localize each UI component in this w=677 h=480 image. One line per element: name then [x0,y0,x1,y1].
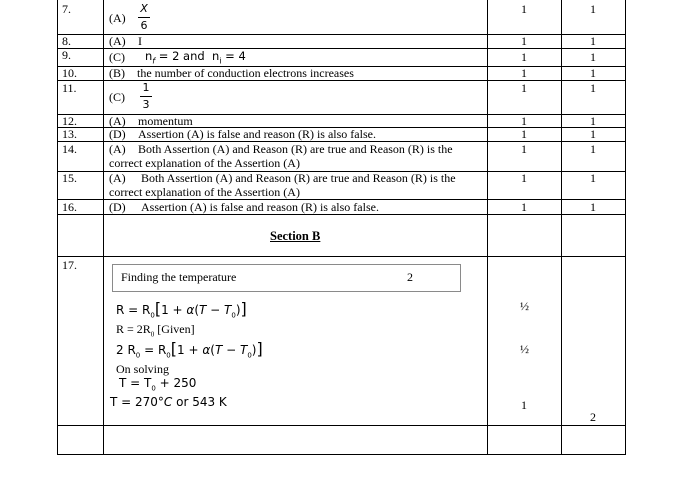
marks-cell: 1 [521,50,527,64]
fraction-denominator: 3 [142,98,150,111]
total-marks-cell: 1 [590,114,596,128]
table-divider-col3 [561,0,562,455]
question-number: 11. [62,81,77,95]
answer-text: Both Assertion (A) and Reason (R) are true and Reason (R) is the [141,171,456,185]
question-number: 16. [62,200,77,214]
marks-cell: 1 [521,171,527,185]
answer-text: $n_f = 2$ and $n_i = 4$ [145,49,246,66]
table-divider-col1 [103,0,104,455]
total-marks-cell: 1 [590,171,596,185]
answer-fraction [140,82,152,111]
total-marks-cell: 2 [590,410,596,424]
answer-option: (D) [109,127,126,141]
answer-text: the number of conduction electrons increases [137,66,354,80]
answer-text: momentum [138,114,193,128]
answer-text-continued: correct explanation of the Assertion (A) [109,156,300,170]
question-number: 15. [62,171,77,185]
table-border-left [57,0,58,455]
marks-cell: 1 [521,2,527,16]
answer-option: (A) [109,11,126,25]
answer-option: (D) [109,200,126,214]
equation-resistance: $R = R_0[1 + \alpha(T - T_0)]$ [116,299,247,320]
table-border-right [625,0,626,455]
marks-cell: 1 [521,142,527,156]
total-marks-cell: 1 [590,81,596,95]
question-number: 7. [62,2,71,16]
row-divider [57,48,626,49]
answer-text: Assertion (A) is false and reason (R) is also false. [138,127,376,141]
equation-solved: $T = T_0 + 250$ [119,376,197,393]
marks-cell: ½ [520,342,529,356]
total-marks-cell: 1 [590,34,596,48]
marks-cell: 1 [521,127,527,141]
question-number: 17. [62,258,77,272]
question-number: 9. [62,48,71,62]
total-marks-cell: 1 [590,200,596,214]
question-number: 13. [62,127,77,141]
fraction-denominator: 6 [140,19,148,32]
answer-option: (C) [109,90,125,104]
answer-text: Both Assertion (A) and Reason (R) are true and Reason (R) is the [138,142,453,156]
table-border-bottom [57,454,626,455]
section-heading: Section B [270,229,321,243]
question-number: 14. [62,142,77,156]
answer-option: (A) [109,34,126,48]
on-solving-label: On solving [116,362,170,376]
equation-given: $R = 2R_0$ [Given] [116,322,195,339]
step-heading-marks: 2 [407,270,413,284]
answer-text: I [138,34,142,48]
question-number: 8. [62,34,71,48]
answer-text-continued: correct explanation of the Assertion (A) [109,185,300,199]
marks-cell: 1 [521,81,527,95]
total-marks-cell: 1 [590,50,596,64]
marks-cell: 1 [521,398,527,412]
equation-answer: T = 270°C or 543 K [110,395,227,409]
question-number: 10. [62,66,77,80]
fraction-bar [140,96,152,97]
total-marks-cell: 1 [590,2,596,16]
equation-substituted: 2 $R_0 = R_0[1 + \alpha(T - T_0)]$ [116,339,263,360]
row-divider [57,256,626,257]
answer-option: (A) [109,114,126,128]
total-marks-cell: 1 [590,127,596,141]
fraction-numerator: X [140,2,148,15]
table-divider-col2 [487,0,488,455]
fraction-bar [138,17,150,18]
answer-option: (C) [109,50,125,64]
answer-option: (A) [109,142,126,156]
total-marks-cell: 1 [590,66,596,80]
fraction-numerator: 1 [142,81,150,94]
total-marks-cell: 1 [590,142,596,156]
marks-cell: 1 [521,114,527,128]
answer-text: Assertion (A) is false and reason (R) is also false. [141,200,379,214]
answer-option: (B) [109,66,125,80]
row-divider [57,425,626,426]
question-number: 12. [62,114,77,128]
row-divider [57,34,626,35]
marks-cell: 1 [521,200,527,214]
row-divider [57,214,626,215]
answer-fraction [138,3,150,32]
marks-cell: ½ [520,299,529,313]
marks-cell: 1 [521,34,527,48]
answer-option: (A) [109,171,126,185]
step-heading: Finding the temperature [121,270,237,284]
marks-cell: 1 [521,66,527,80]
